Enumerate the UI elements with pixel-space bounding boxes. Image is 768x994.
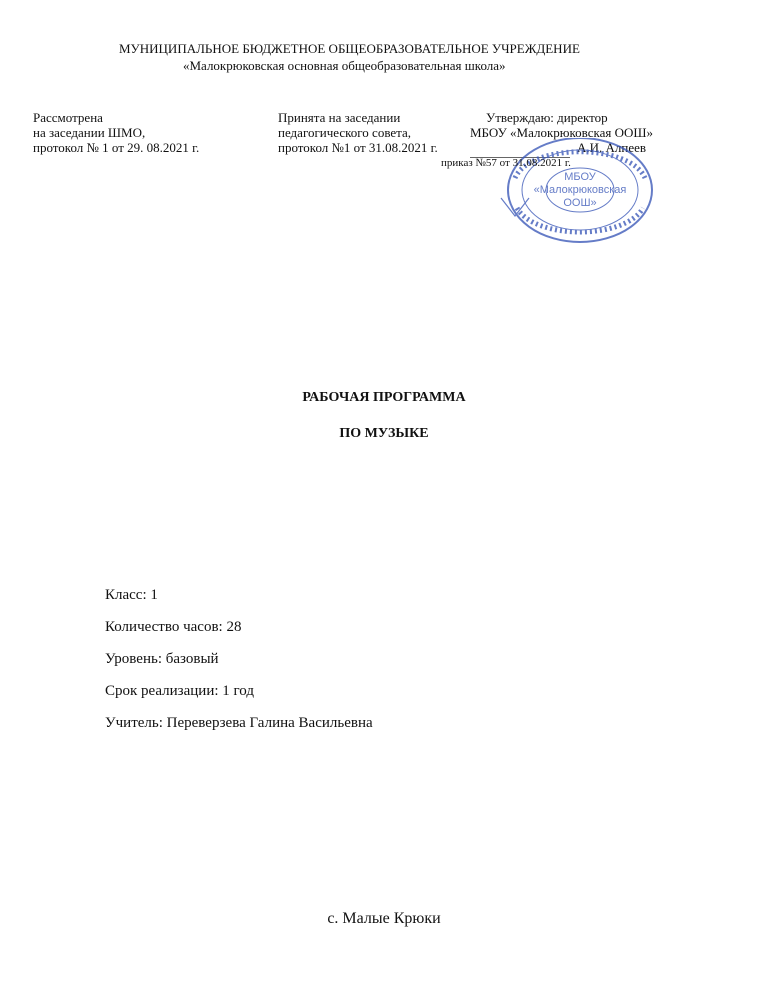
school-name: «Малокрюковская основная общеобразовательная школа» [183, 58, 506, 73]
approval-line: Принята на заседании [278, 110, 401, 125]
stamp-text: «Малокрюковская [533, 184, 627, 196]
approval-line: протокол №1 от 31.08.2021 г. [278, 140, 438, 155]
approval-line: Рассмотрена [33, 110, 103, 125]
approval-accepted-block [278, 110, 438, 155]
place-name: с. Малые Крюки [327, 910, 441, 927]
institution-name: МУНИЦИПАЛЬНОЕ БЮДЖЕТНОЕ ОБЩЕОБРАЗОВАТЕЛЬНОЕ УЧРЕЖДЕНИЕ [119, 41, 580, 56]
approval-line: педагогического совета, [278, 125, 412, 140]
info-teacher: Учитель: Переверзева Галина Васильевна [105, 715, 373, 731]
info-duration: Срок реализации: 1 год [105, 683, 254, 699]
approval-line: протокол № 1 от 29. 08.2021 г. [33, 140, 200, 155]
document-title: РАБОЧАЯ ПРОГРАММА [302, 390, 466, 405]
stamp-text: МБОУ [564, 171, 596, 183]
info-hours: Количество часов: 28 [105, 619, 242, 635]
order-reference: приказ №57 от 31.08.2021 г. [441, 157, 571, 169]
approval-line: на заседании ШМО, [33, 125, 146, 140]
approval-line: Утверждаю: директор [486, 110, 608, 125]
director-name: А.И. Алпеев [577, 140, 647, 155]
info-level: Уровень: базовый [105, 651, 219, 667]
document-subject: ПО МУЗЫКЕ [339, 426, 429, 441]
approval-line: МБОУ «Малокрюковская ООШ» [470, 125, 654, 140]
approval-considered-block [33, 110, 199, 155]
stamp-text: ООШ» [563, 197, 597, 209]
info-class: Класс: 1 [105, 587, 158, 603]
